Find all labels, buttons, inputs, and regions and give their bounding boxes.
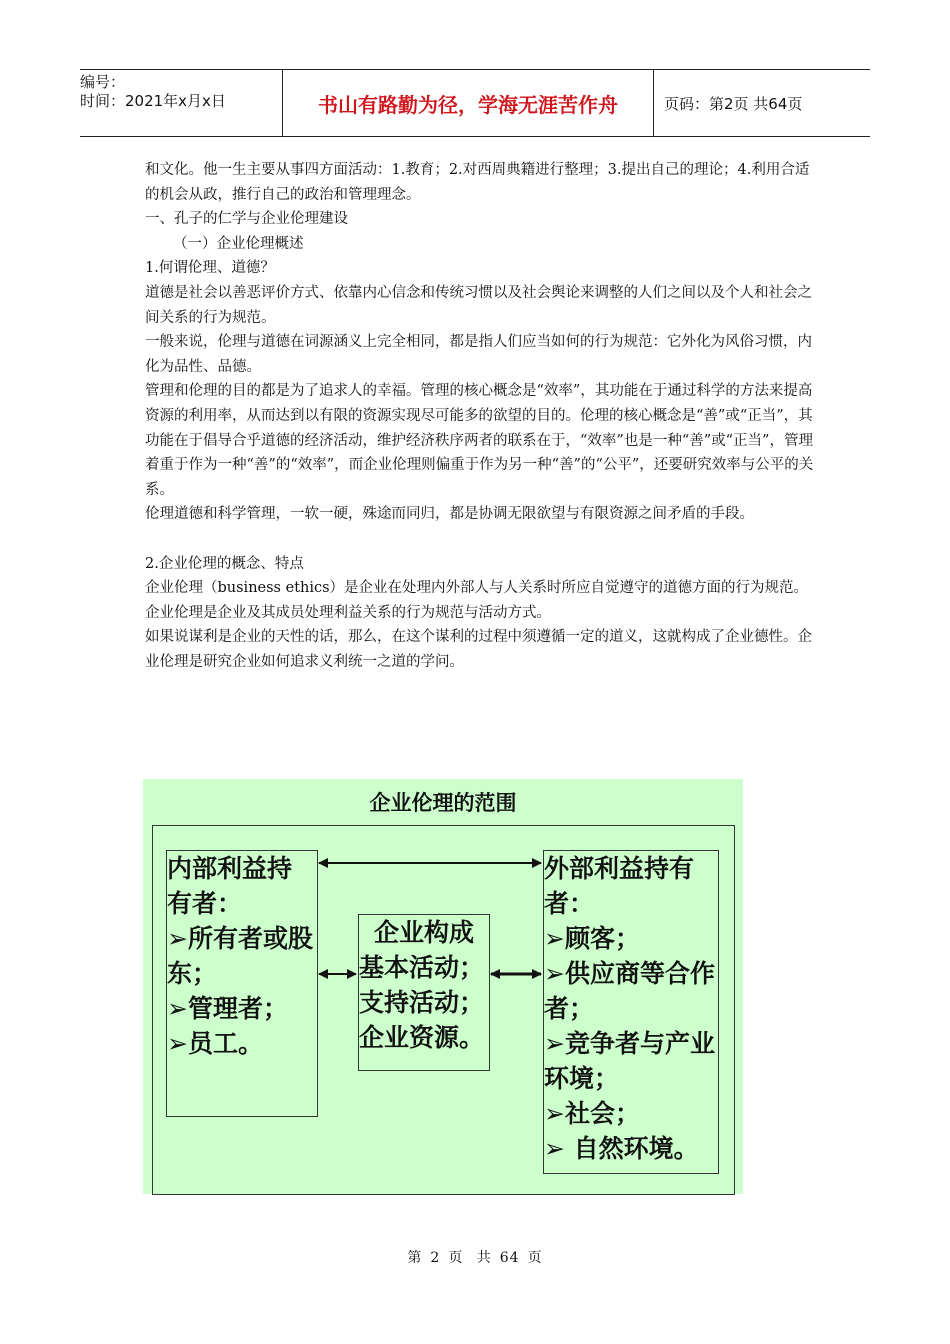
box-line: ➢员工。 <box>167 1029 263 1058</box>
box-line: ➢管理者； <box>167 994 288 1023</box>
box-line: 支持活动； <box>359 988 485 1017</box>
paragraph: 伦理道德和科学管理，一软一硬，殊途而同归，都是协调无限欲望与有限资源之间矛盾的手段。 <box>145 506 754 523</box>
paragraph: 如果说谋利是企业的天性的话，那么，在这个谋利的过程中须遵循一定的道义，这就构成了企业德性。企业伦理是研究企业如何追求义利统一之道的学问。 <box>145 629 812 670</box>
box-line: ➢竞争者与产业 <box>544 1029 715 1058</box>
paragraph: 管理和伦理的目的都是为了追求人的幸福。管理的核心概念是“效率”，其功能在于通过科学的方法来提高资源的利用率，从而达到以有限的资源实现尽可能多的欲望的目的。伦理的核心概念是“善”或“正当”，其功能在于倡导合乎道德的经济活动，维护经济秩序两者的联系在于，“效率”也是一种“善”或“正当”，管理着重于作为一种“善”的“效率”，而企业伦理则偏重于作为另一种“善”的“公平”，还要研究效率与公平的关系。 <box>145 383 814 498</box>
number-label: 编号： <box>80 73 126 91</box>
footer-part: 共 <box>476 1250 492 1266</box>
footer-current-page: 2 <box>430 1250 441 1266</box>
box-line: 内部利益持 <box>167 854 293 883</box>
box-line: 基本活动； <box>359 953 485 982</box>
box-line: 者； <box>544 994 595 1023</box>
footer-part: 页 <box>527 1250 543 1266</box>
box-line: ➢顾客； <box>544 924 640 953</box>
header-page-info: 页码：第2页 共64页 <box>664 94 803 113</box>
box-line: 企业构成 <box>373 918 474 947</box>
box-line: 企业资源。 <box>359 1023 485 1052</box>
blank-line <box>145 527 817 552</box>
box-line: 环境； <box>544 1064 620 1093</box>
page-footer <box>0 1247 950 1267</box>
header-motto: 书山有路勤为径，学海无涯苦作舟 <box>282 70 654 136</box>
box-line: 东； <box>167 959 218 988</box>
diagram-title: 企业伦理的范围 <box>369 791 517 815</box>
paragraph: 企业伦理是企业及其成员处理利益关系的行为规范与活动方式。 <box>145 604 551 621</box>
section-heading: 一、孔子的仁学与企业伦理建设 <box>145 211 348 228</box>
question-heading: 2.企业伦理的概念、特点 <box>145 555 304 572</box>
box-line: ➢所有者或股 <box>167 924 313 953</box>
box-line: 有者： <box>167 889 243 918</box>
box-line: ➢ 自然环境。 <box>544 1134 699 1163</box>
document-body <box>145 158 817 674</box>
box-line: 者： <box>544 889 595 918</box>
box-line: ➢社会； <box>544 1099 640 1128</box>
page-header <box>80 69 870 137</box>
internal-stakeholders-box <box>166 850 318 1117</box>
subsection-heading: （一）企业伦理概述 <box>173 235 304 252</box>
time-label: 时间：2021年x月x日 <box>80 92 226 110</box>
footer-part: 页 <box>448 1250 464 1266</box>
paragraph: 企业伦理（business ethics）是企业在处理内外部人与人关系时所应自觉遵守的道德方面的行为规范。 <box>145 580 809 597</box>
footer-part: 第 <box>407 1250 423 1266</box>
header-meta <box>80 70 282 136</box>
paragraph: 一般来说，伦理与道德在词源涵义上完全相同，都是指人们应当如何的行为规范：它外化为风俗习惯，内化为品性、品德。 <box>145 334 812 375</box>
external-stakeholders-box <box>543 850 719 1174</box>
enterprise-composition-box <box>358 914 490 1071</box>
footer-total-pages: 64 <box>499 1250 520 1266</box>
question-heading: 1.何谓伦理、道德？ <box>145 260 275 277</box>
box-line: 外部利益持有 <box>544 854 695 883</box>
paragraph: 道德是社会以善恶评价方式、依靠内心信念和传统习惯以及社会舆论来调整的人们之间以及个人和社会之间关系的行为规范。 <box>145 284 812 326</box>
ethics-scope-diagram <box>143 779 743 1194</box>
paragraph: 和文化。他一生主要从事四方面活动：1.教育；2.对西周典籍进行整理；3.提出自己的理论；4.利用合适的机会从政，推行自己的政治和管理理念。 <box>145 162 810 203</box>
box-line: ➢供应商等合作 <box>544 959 715 988</box>
